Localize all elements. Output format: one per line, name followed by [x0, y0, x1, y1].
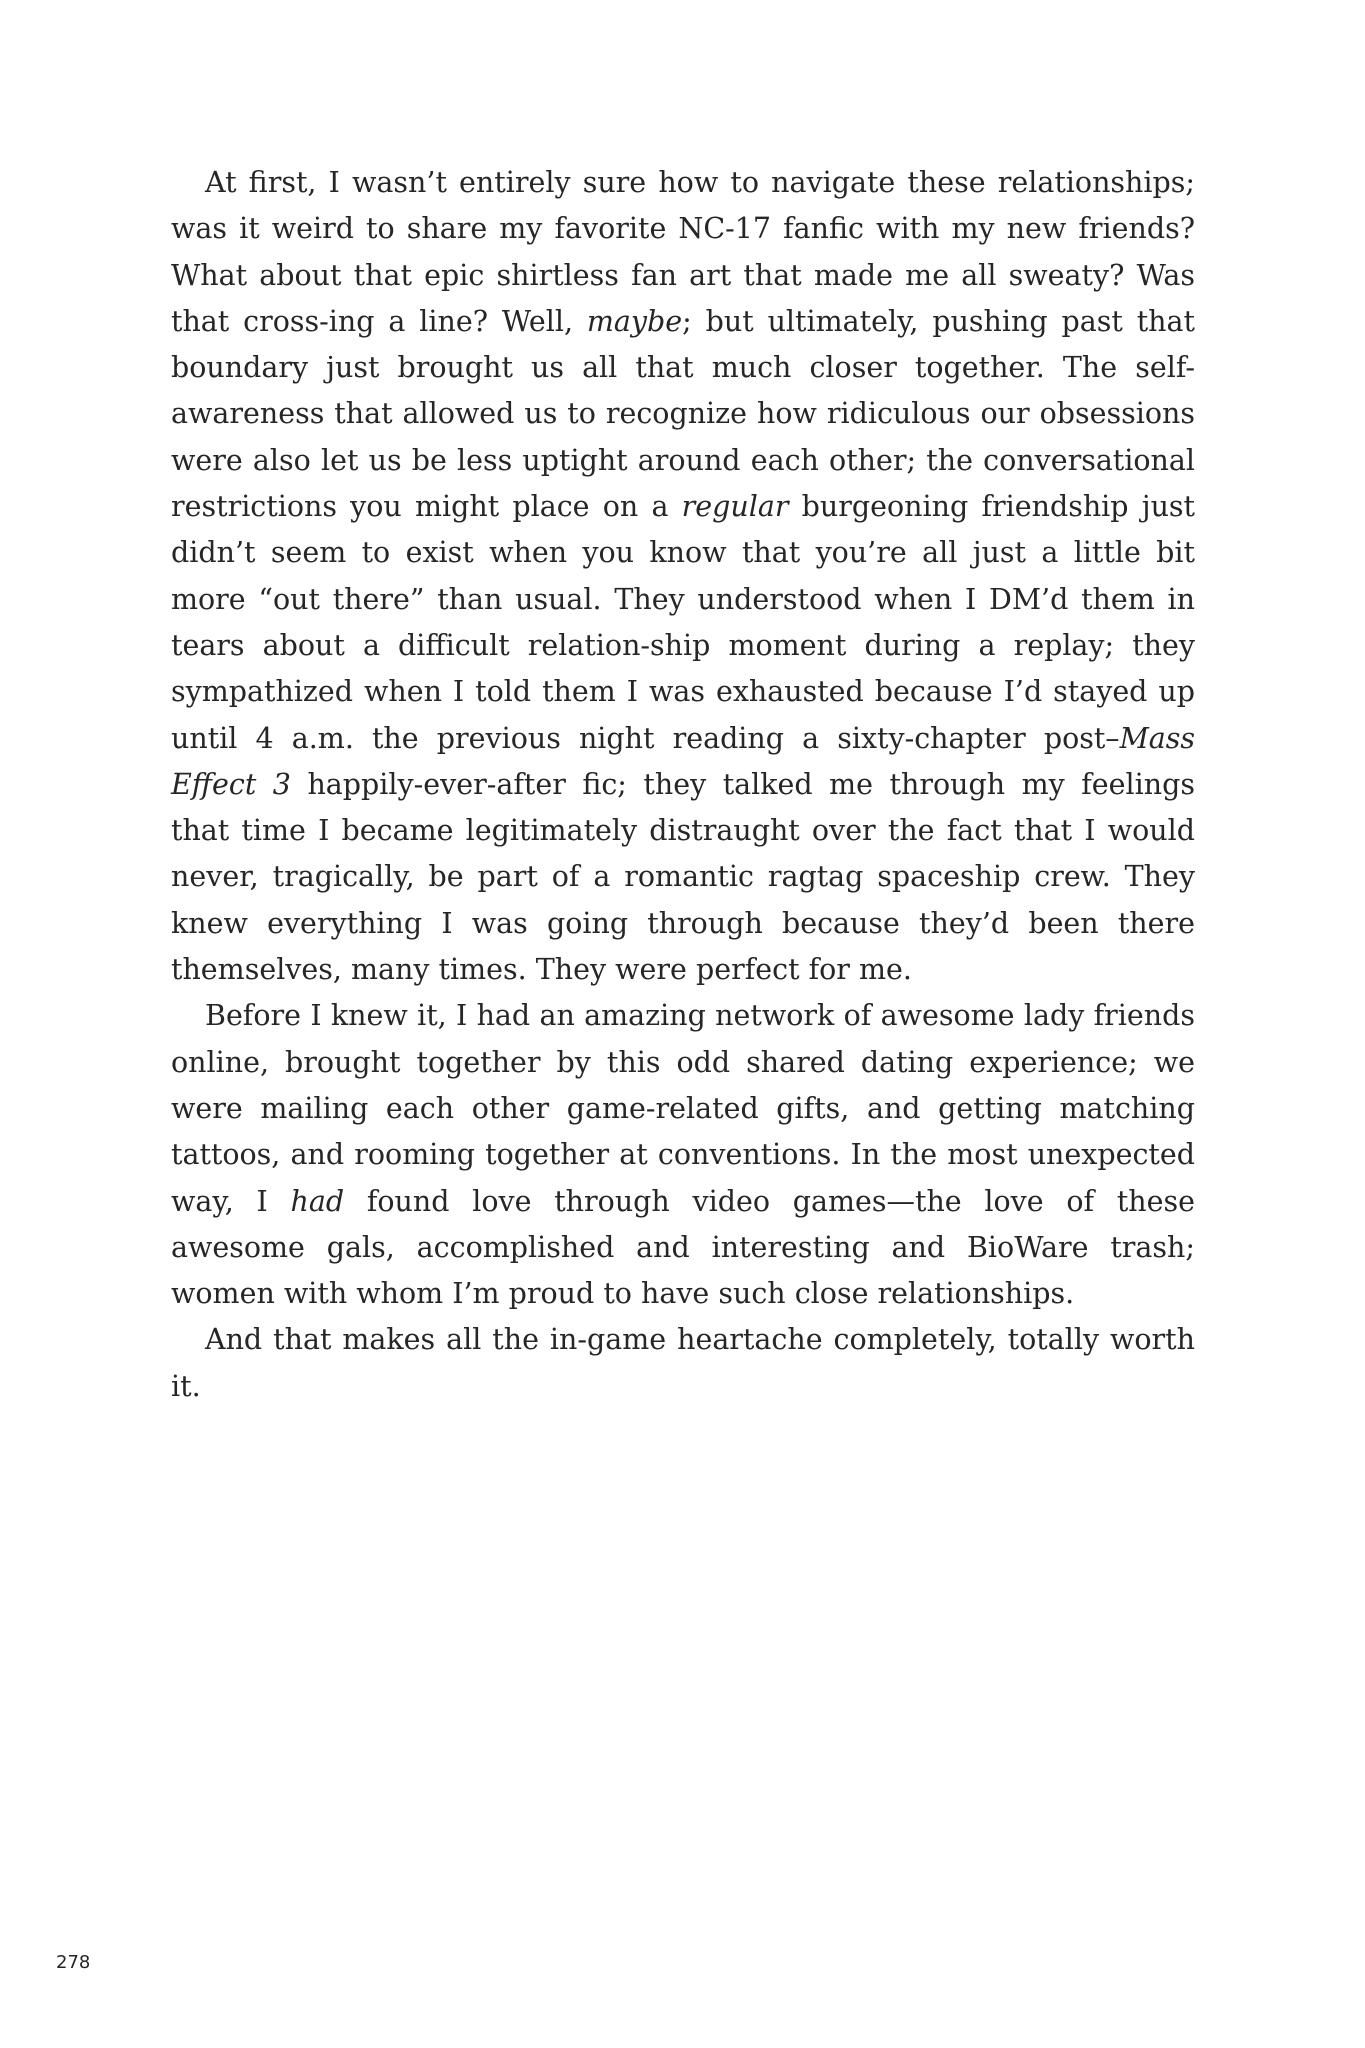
paragraph-1-italic-regular: regular	[681, 490, 789, 524]
paragraph-2-text: found love through video games—the love of these awesome gals, accomplished and interesting and BioWare trash; women with whom I’m proud to have such close relationships.	[171, 1184, 1196, 1311]
paragraph-1-italic-title: Mass Effect 3	[171, 721, 1195, 801]
paragraph-1-text: At first, I wasn’t entirely sure how to navigate these relationships; was it weird to share my favorite NC-17 fanfic with my new friends? What about that epic shirtless fan art that made me all sweaty? Was that cross-ing a line? Well,	[171, 166, 1195, 338]
paragraph-1-text: happily-ever-after fic; they talked me through my feelings that time I became legitimately distraught over the fact that I would never, tragically, be part of a romantic ragtag spaceship crew. They knew everything I was going through because they’d been there themselves, many times. They were perfect for me.	[171, 767, 1195, 987]
paragraph-1-text: ; but ultimately, pushing past that boundary just brought us all that much closer together. The self-awareness that allowed us to recognize how ridiculous our obsessions were also let us be less uptight around each other; the conversational restrictions you might place on a	[171, 304, 1195, 524]
page-number: 278	[56, 1952, 91, 1973]
body-text	[171, 160, 1195, 1410]
paragraph-3	[171, 1317, 1195, 1410]
paragraph-1-text: burgeoning friendship just didn’t seem to exist when you know that you’re all just a little bit more “out there” than usual. They understood when I DM’d them in tears about a difficult relation-ship moment during a replay; they sympathized when I told them I was exhausted because I’d stayed up until 4 a.m. the previous night reading a sixty-chapter post–	[171, 490, 1195, 755]
paragraph-3-text: And that makes all the in-game heartache completely, totally worth it.	[171, 1323, 1195, 1403]
paragraph-2-text: Before I knew it, I had an amazing network of awesome lady friends online, brought together by this odd shared dating experience; we were mailing each other game-related gifts, and getting matching tattoos, and rooming together at conventions. In the most unexpected way, I	[171, 999, 1195, 1218]
paragraph-2	[171, 993, 1195, 1317]
paragraph-1	[171, 160, 1195, 993]
paragraph-1-italic-maybe: maybe	[586, 304, 683, 338]
paragraph-2-italic-had: had	[290, 1184, 345, 1218]
